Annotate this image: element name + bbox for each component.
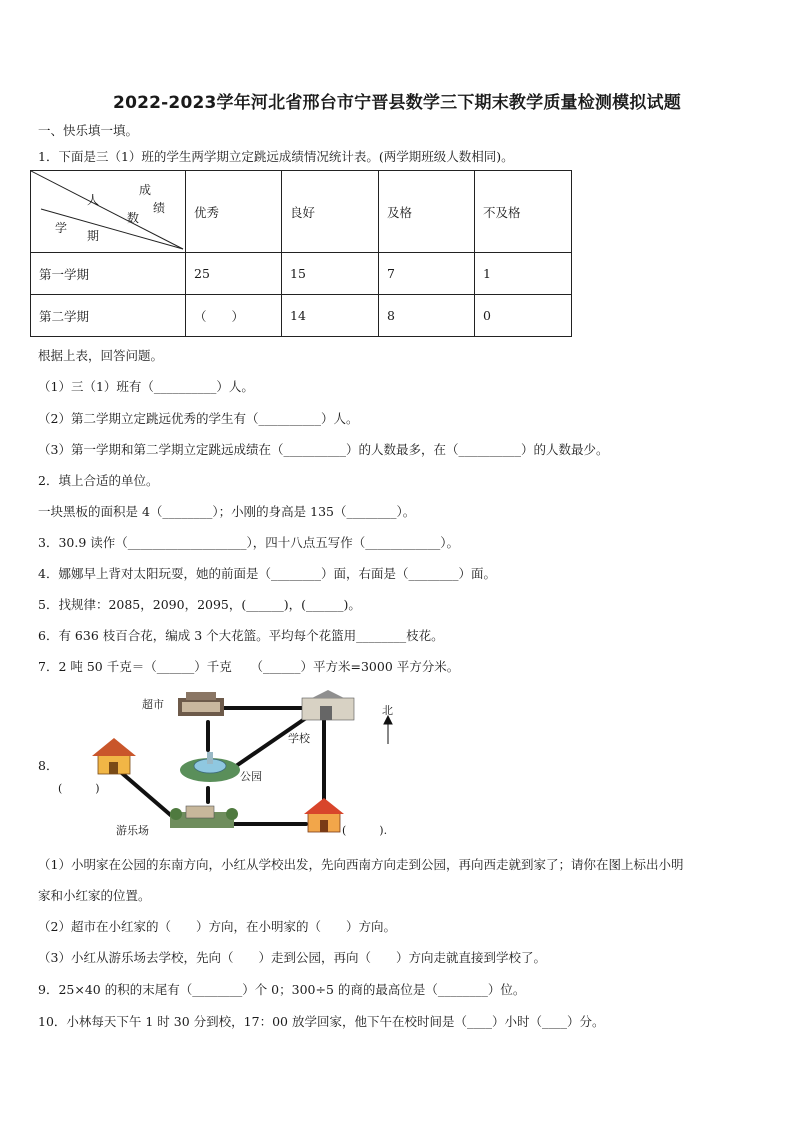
section-heading: 一、快乐填一填。	[38, 123, 139, 138]
table-header-row	[31, 171, 572, 253]
question-1: 1．下面是三（1）班的学生两学期立定跳远成绩情况统计表。(两学期班级人数相同)。	[38, 149, 514, 164]
diag-label-qi: 期	[87, 229, 100, 243]
question-1-sub-2: （2）第二学期立定跳远优秀的学生有（__________）人。	[38, 411, 359, 426]
table-cell: 1	[475, 253, 572, 295]
question-2-line: 一块黑板的面积是 4（________）；小刚的身高是 135（________）。	[38, 504, 416, 519]
question-8-sub-1a: （1）小明家在公园的东南方向，小红从学校出发，先向西南方向走到公园，再向西走就到家了；请你在图上标出小明	[38, 857, 684, 872]
table-row	[31, 253, 572, 295]
page-title: 2022-2023学年河北省邢台市宁晋县数学三下期末教学质量检测模拟试题	[113, 93, 681, 113]
question-5: 5．找规律：2085，2090，2095，(______)，(______)。	[38, 597, 361, 612]
school-building-icon	[302, 690, 354, 720]
diag-label-ren: 人	[87, 193, 100, 207]
table-cell: 7	[379, 253, 475, 295]
map-blank-left[interactable]: ( )	[58, 782, 100, 795]
row-label: 第一学期	[31, 253, 186, 295]
supermarket-building-icon	[178, 692, 224, 716]
diag-label-cheng: 成	[139, 183, 152, 197]
map-label-playground: 游乐场	[116, 824, 149, 837]
row-label: 第二学期	[31, 295, 186, 337]
question-9: 9．25×40 的积的末尾有（________）个 0；300÷5 的商的最高位是（________）位。	[38, 982, 526, 997]
table-cell: 15	[282, 253, 379, 295]
diag-label-shu: 数	[127, 211, 140, 225]
question-2: 2．填上合适的单位。	[38, 473, 159, 488]
question-8-sub-3: （3）小红从游乐场去学校，先向（ ）走到公园，再向（ ）方向走就直接到学校了。	[38, 950, 546, 965]
question-8-number: 8．	[38, 758, 59, 773]
table-cell: 14	[282, 295, 379, 337]
question-3: 3．30.9 读作（___________________），四十八点五写作（____________）。	[38, 535, 460, 550]
table-instruction: 根据上表，回答问题。	[38, 348, 164, 363]
diag-label-ji: 绩	[153, 201, 166, 215]
question-8-sub-1b: 家和小红家的位置。	[38, 888, 151, 903]
table-cell-blank[interactable]: （ ）	[186, 295, 282, 337]
col-header-fail: 不及格	[475, 171, 572, 253]
question-1-sub-3: （3）第一学期和第二学期立定跳远成绩在（__________）的人数最多，在（__________）的人数最少。	[38, 442, 609, 457]
diag-label-xue: 学	[55, 221, 68, 235]
table-cell: 0	[475, 295, 572, 337]
house-icon-left	[92, 738, 136, 774]
col-header-good: 良好	[282, 171, 379, 253]
park-fountain-icon	[180, 752, 240, 782]
map-blank-right[interactable]: ( ).	[342, 824, 388, 837]
map-routes	[36, 688, 456, 838]
playground-icon	[170, 806, 238, 828]
question-1-sub-1: （1）三（1）班有（__________）人。	[38, 379, 254, 394]
table-cell: 25	[186, 253, 282, 295]
question-7: 7．2 吨 50 千克＝（______）千克 （______）平方米=3000 平方分米。	[38, 659, 460, 674]
question-6: 6．有 636 枝百合花，编成 3 个大花篮。平均每个花篮用________枝花。	[38, 628, 444, 643]
question-8-sub-2: （2）超市在小红家的（ ）方向，在小明家的（ ）方向。	[38, 919, 396, 934]
map-label-school: 学校	[288, 732, 310, 745]
diagonal-header-cell	[31, 171, 186, 253]
table-row	[31, 295, 572, 337]
table-cell: 8	[379, 295, 475, 337]
col-header-pass: 及格	[379, 171, 475, 253]
house-icon-right	[304, 798, 344, 832]
stats-table	[30, 170, 572, 337]
map-label-north: 北	[382, 704, 393, 717]
map-label-park: 公园	[240, 770, 262, 783]
question-10: 10．小林每天下午 1 时 30 分到校，17：00 放学回家，他下午在校时间是（____）小时（____）分。	[38, 1014, 605, 1029]
question-4: 4．娜娜早上背对太阳玩耍，她的前面是（________）面，右面是（________）面。	[38, 566, 496, 581]
map-diagram	[36, 688, 456, 838]
map-label-supermarket: 超市	[142, 698, 164, 711]
north-arrow-icon	[384, 716, 392, 744]
col-header-excellent: 优秀	[186, 171, 282, 253]
